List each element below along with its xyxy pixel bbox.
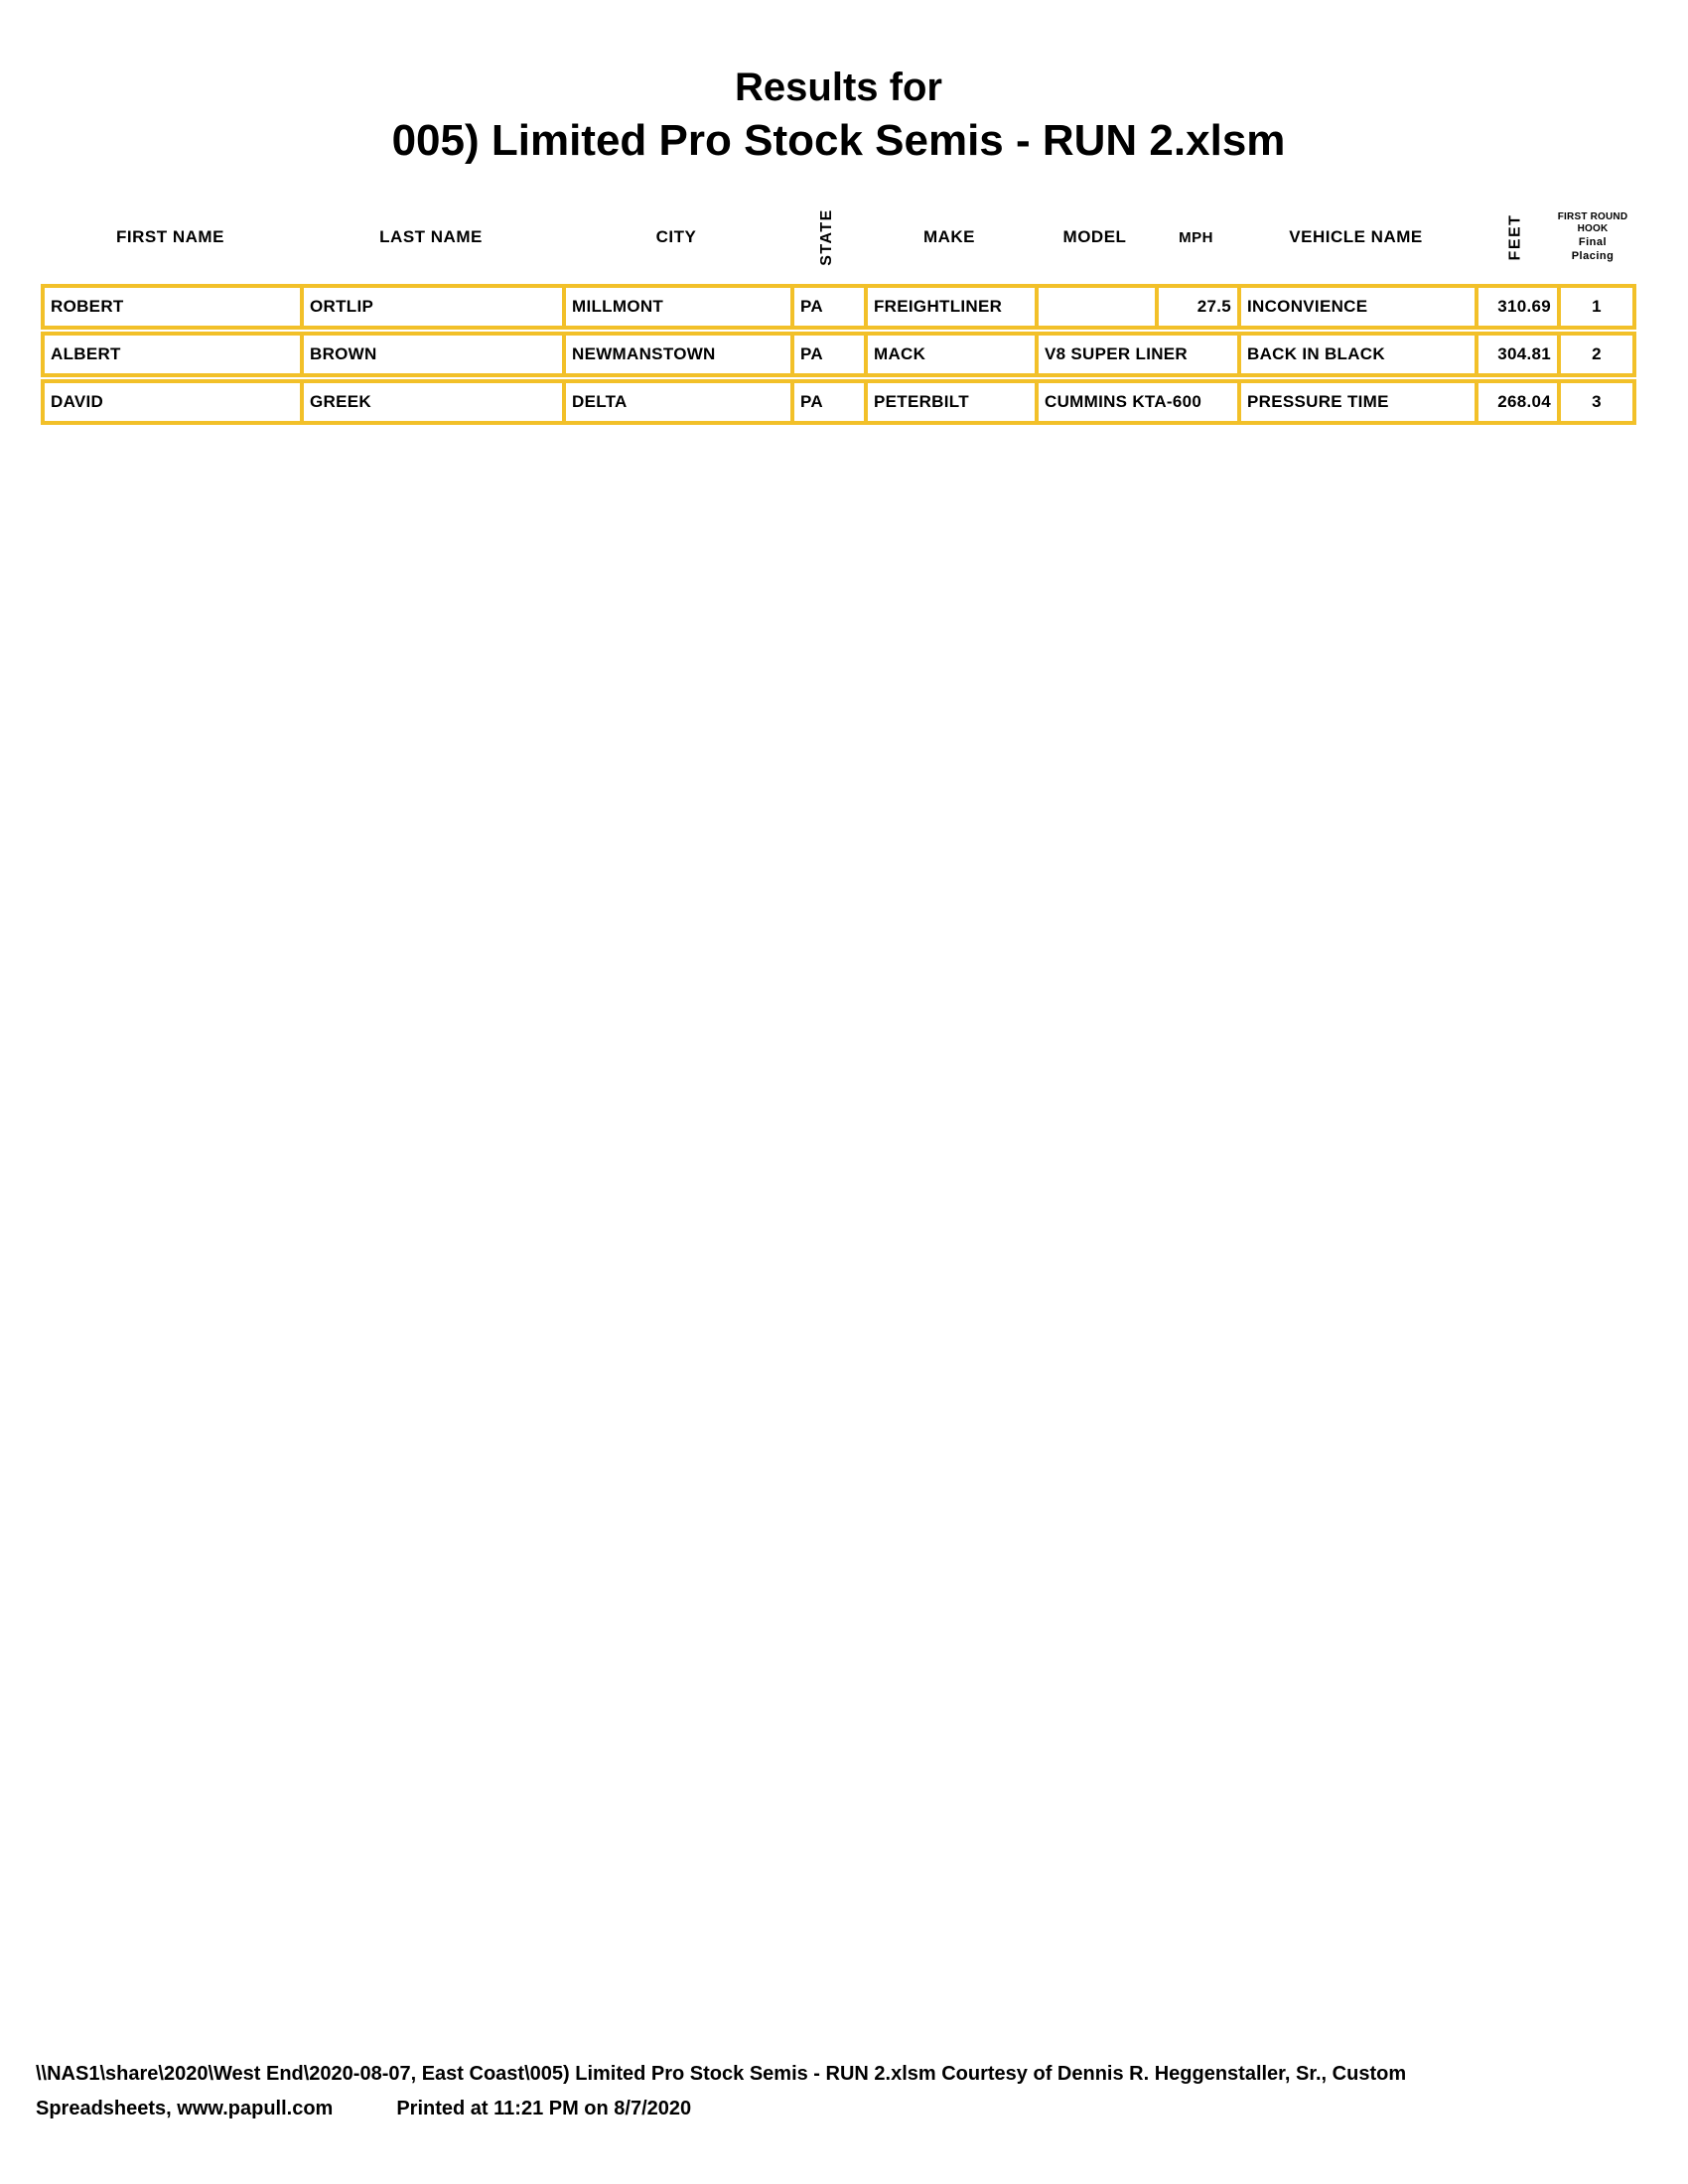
cell-placing: 2 <box>1592 344 1602 363</box>
footer-second-line <box>36 2096 1654 2121</box>
table-header <box>41 195 1636 280</box>
cell-model: V8 SUPER LINER <box>1039 336 1241 373</box>
cell-state: PA <box>794 383 868 421</box>
cell-city: MILLMONT <box>566 288 794 326</box>
cell-vehicle-name: BACK IN BLACK <box>1241 336 1478 373</box>
page-subtitle: 005) Limited Pro Stock Semis - RUN 2.xlsm <box>391 116 1286 165</box>
column-header-label: FIRST NAME <box>116 227 224 246</box>
column-header-label-vertical: STATE <box>817 208 835 266</box>
cell-first-name: ROBERT <box>45 288 304 326</box>
footer-printed-timestamp: Printed at 11:21 PM on 8/7/2020 <box>396 2098 692 2119</box>
column-header-label: LAST NAME <box>379 227 483 246</box>
cell-feet: 304.81 <box>1478 336 1561 373</box>
column-header-label: VEHICLE NAME <box>1289 227 1423 246</box>
column-header-model <box>1035 195 1155 280</box>
cell-last-name: BROWN <box>304 336 566 373</box>
cell-first-name: ALBERT <box>45 336 304 373</box>
column-header-first-name <box>41 195 300 280</box>
table-body <box>41 284 1636 427</box>
cell-vehicle-name: INCONVIENCE <box>1241 288 1478 326</box>
cell-city: DELTA <box>566 383 794 421</box>
footer-website: Spreadsheets, www.papull.com <box>36 2098 334 2119</box>
cell-first-name: DAVID <box>45 383 304 421</box>
cell-make: PETERBILT <box>868 383 1039 421</box>
cell-model: CUMMINS KTA-600 <box>1039 383 1241 421</box>
cell-last-name: GREEK <box>304 383 566 421</box>
cell-model <box>1039 288 1159 326</box>
page-title: Results for <box>735 66 942 109</box>
column-header-label: CITY <box>655 227 697 246</box>
table-row <box>41 284 1636 330</box>
column-header-label: MAKE <box>922 227 976 246</box>
cell-vehicle-name: PRESSURE TIME <box>1241 383 1478 421</box>
column-header-city <box>562 195 790 280</box>
column-header-mph <box>1155 195 1237 280</box>
column-header-feet <box>1475 195 1557 280</box>
cell-state: PA <box>794 336 868 373</box>
cell-mph: 27.5 <box>1159 288 1241 326</box>
column-header-line: Final Placing <box>1571 235 1615 262</box>
table-row <box>41 379 1636 425</box>
column-header-make <box>864 195 1035 280</box>
cell-feet: 310.69 <box>1478 288 1561 326</box>
column-header-last-name <box>300 195 562 280</box>
cell-placing: 1 <box>1592 297 1602 316</box>
column-header-state <box>790 195 864 280</box>
footer-file-path: \\NAS1\share\2020\West End\2020-08-07, East Coast\005) Limited Pro Stock Semis - RUN 2.xlsm Courtesy of Dennis R. Heggenstaller, Sr., Custom <box>36 2063 1407 2085</box>
column-header-label: MODEL <box>1062 227 1127 246</box>
column-header-line: FIRST ROUND <box>1557 210 1628 222</box>
cell-city: NEWMANSTOWN <box>566 336 794 373</box>
column-header-line: HOOK <box>1577 223 1609 235</box>
column-header-vehicle-name <box>1237 195 1475 280</box>
table-row <box>41 332 1636 377</box>
cell-state: PA <box>794 288 868 326</box>
column-header-label-vertical: FEET <box>1506 213 1524 261</box>
column-header-first-round-hook <box>1557 195 1628 280</box>
page-footer <box>36 2061 1654 2121</box>
cell-last-name: ORTLIP <box>304 288 566 326</box>
cell-placing: 3 <box>1592 392 1602 411</box>
cell-make: MACK <box>868 336 1039 373</box>
cell-make: FREIGHTLINER <box>868 288 1039 326</box>
cell-feet: 268.04 <box>1478 383 1561 421</box>
column-header-label: MPH <box>1179 228 1213 246</box>
